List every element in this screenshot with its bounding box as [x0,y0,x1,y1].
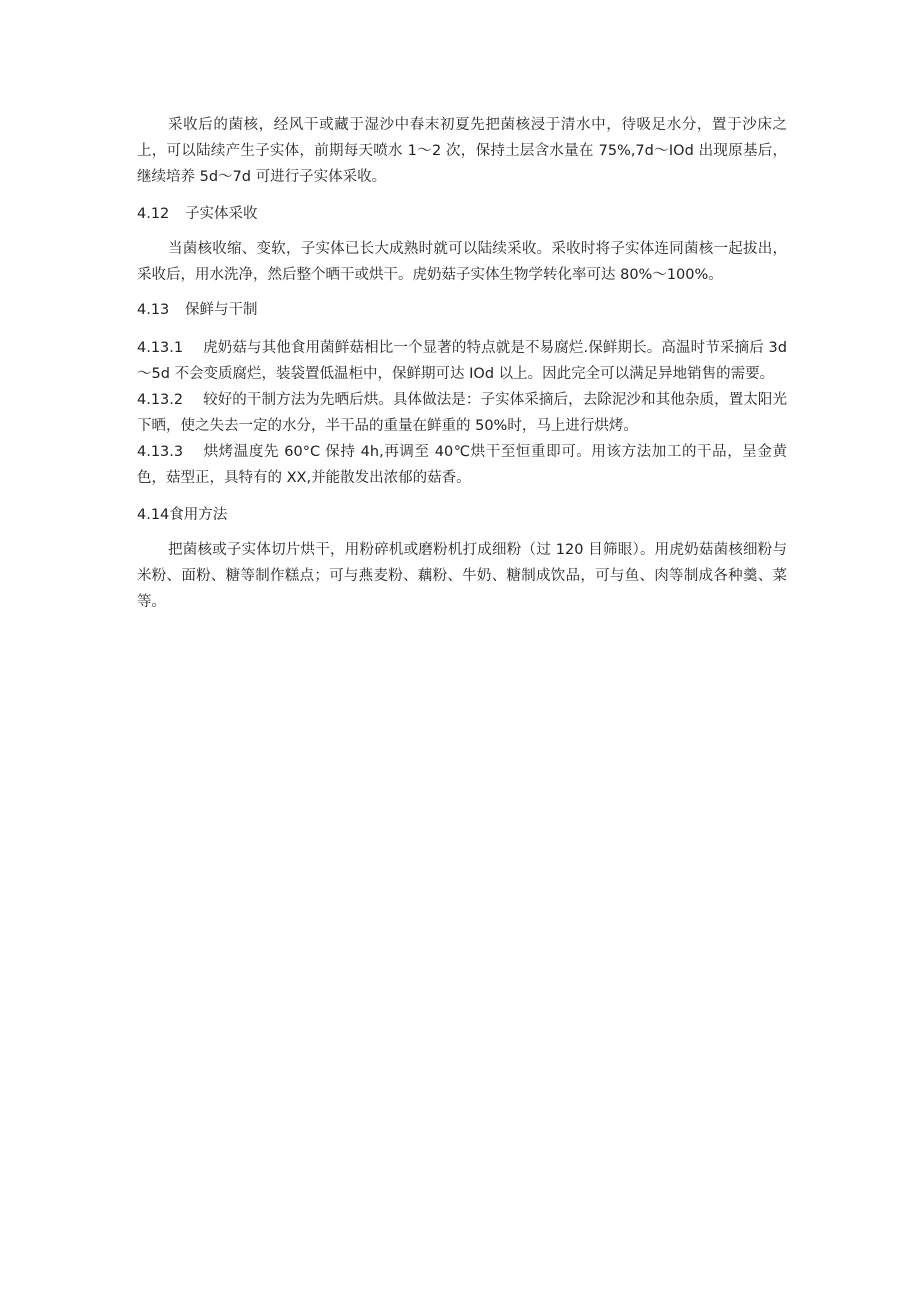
section-title: 子实体采收 [185,206,258,222]
subsection-number: 4.13.1 [137,340,184,356]
subsection-4-13-1 [137,335,787,387]
paragraph-harvest-process: 采收后的菌核，经风干或藏于湿沙中春末初夏先把菌核浸于清水中，待吸足水分，置于沙床之上，可以陆续产生子实体，前期每天喷水 1～2 次，保持土层含水量在 75%,7d～IOd 出现原基后，继续培养 5d～7d 可进行子实体采收。 [137,117,787,185]
subsection-number: 4.13.3 [137,444,184,460]
section-heading-4-13 [137,298,787,322]
section-title: 保鲜与干制 [185,302,258,318]
section-number: 4.13 [137,302,170,318]
section-heading-4-12 [137,202,787,226]
subsection-4-13-2 [137,387,787,439]
subsection-4-13-3 [137,439,787,491]
subsection-text: 虎奶菇与其他食用菌鲜菇相比一个显著的特点就是不易腐烂.保鲜期长。高温时节采摘后 3d～5d 不会变质腐烂，装袋置低温柜中，保鲜期可达 IOd 以上。因此完全可以满足异地销售的需要。 [137,340,787,382]
document-page [137,112,787,615]
section-number: 4.12 [137,206,170,222]
section-number: 4.14 [137,507,170,523]
subsection-text: 较好的干制方法为先晒后烘。具体做法是：子实体采摘后，去除泥沙和其他杂质，置太阳光下晒，使之失去一定的水分，半干品的重量在鲜重的 50%时，马上进行烘烤。 [137,392,787,434]
subsection-text: 烘烤温度先 60°C 保持 4h,再调至 40℃烘干至恒重即可。用该方法加工的干品，呈金黄色，菇型正，具特有的 XX,并能散发出浓郁的菇香。 [137,444,787,486]
paragraph-eating-methods: 把菌核或子实体切片烘干，用粉碎机或磨粉机打成细粉（过 120 目筛眼）。用虎奶菇菌核细粉与米粉、面粉、糖等制作糕点；可与燕麦粉、藕粉、牛奶、糖制成饮品，可与鱼、肉等制成各种羹、菜等。 [137,542,787,610]
section-title: 食用方法 [169,507,228,523]
section-heading-4-14 [137,503,787,527]
subsection-number: 4.13.2 [137,392,184,408]
paragraph-fruiting-body-harvest: 当菌核收缩、变软，子实体已长大成熟时就可以陆续采收。采收时将子实体连同菌核一起拔出，采收后，用水洗净，然后整个晒干或烘干。虎奶菇子实体生物学转化率可达 80%～100%。 [137,241,787,283]
